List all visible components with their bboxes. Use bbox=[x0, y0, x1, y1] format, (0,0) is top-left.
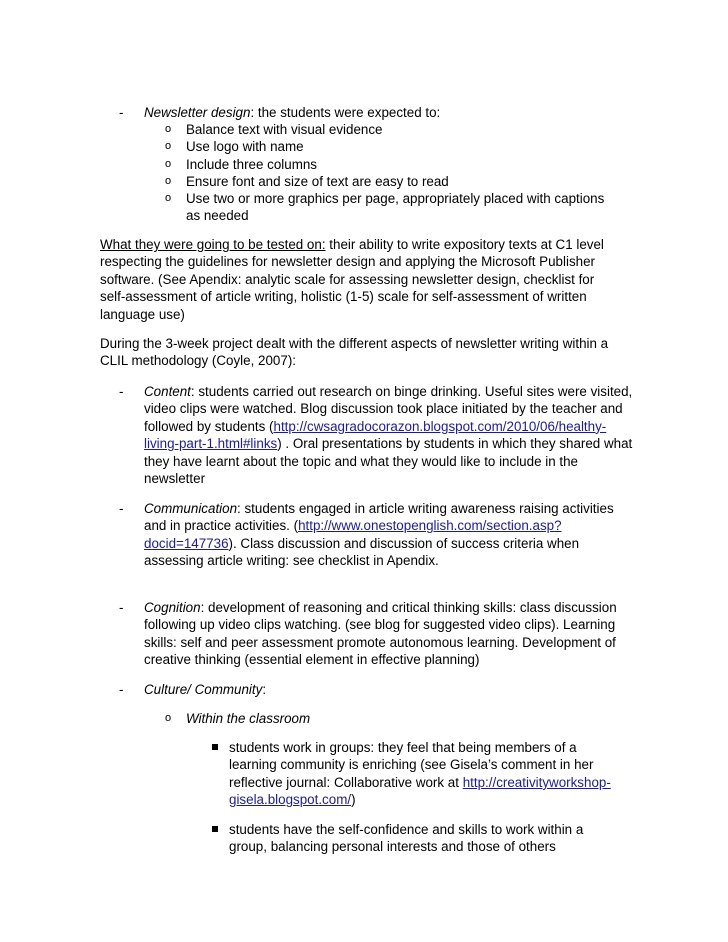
cognition-text: : development of reasoning and critical thinking skills: class discussion following up video clips watching. (see blog for suggested video clips). Learning skills: self and peer assessment promote autonomous learning. Development of creative thinking (essential element in effective planning) bbox=[144, 600, 617, 668]
culture-bullet-text-before: students work in groups: they feel that being members of a learning community is enriching (see Gisela’s comment in her reflective journal: Collaborative work at bbox=[229, 740, 594, 790]
content-text-before: : students carried out research on binge drinking. Useful sites were visited, video clips were watched. Blog discussion took place initiated by the teacher and followed by students ( bbox=[144, 384, 633, 434]
newsletter-subitem-text: Balance text with visual evidence bbox=[186, 122, 383, 137]
circle-bullet: o bbox=[165, 158, 172, 170]
culture-colon: : bbox=[262, 682, 267, 697]
project-paragraph bbox=[100, 335, 620, 370]
newsletter-subitem-text: Include three columns bbox=[186, 157, 318, 172]
newsletter-design-title: Newsletter design bbox=[144, 105, 251, 120]
culture-title: Culture/ Community bbox=[144, 682, 263, 697]
content-text-after: ) . Oral presentations by students in which they shared what they have learnt about the topic and what they would like to include in the newsletter bbox=[144, 436, 633, 487]
culture-bullet-text-after: ) bbox=[351, 792, 356, 808]
circle-bullet: o bbox=[165, 192, 172, 204]
circle-bullet: o bbox=[165, 140, 172, 152]
circle-bullet: o bbox=[165, 175, 172, 187]
dash-bullet: - bbox=[119, 501, 124, 516]
square-bullet bbox=[212, 826, 218, 832]
newsletter-design-intro: : the students were expected to: bbox=[250, 105, 441, 120]
communication-title: Communication bbox=[144, 501, 238, 516]
dash-bullet: - bbox=[119, 600, 124, 615]
cognition-title: Cognition bbox=[144, 600, 201, 615]
content-blog-link[interactable]: http://cwsagradocorazon.blogspot.com/2010/06/healthy-living-part-1.html#links bbox=[144, 418, 607, 452]
communication-text-before: : students engaged in article writing awareness raising activities and in practice activities. ( bbox=[144, 501, 614, 534]
circle-bullet: o bbox=[165, 712, 172, 724]
circle-bullet: o bbox=[165, 123, 172, 135]
communication-text-after: ). Class discussion and discussion of success criteria when assessing article writing: see checklist in Apendix. bbox=[144, 535, 580, 569]
communication-link[interactable]: http://www.onestopenglish.com/section.asp?docid=147736 bbox=[144, 518, 562, 551]
tested-label: What they were going to be tested on: bbox=[100, 237, 326, 252]
square-bullet bbox=[212, 744, 218, 750]
dash-bullet: - bbox=[119, 105, 124, 120]
newsletter-subitem-text: Use two or more graphics per page, appropriately placed with captions as needed bbox=[186, 191, 605, 224]
culture-bullet-link[interactable]: http://creativityworkshop-gisela.blogspot.com/ bbox=[229, 774, 611, 808]
newsletter-subitem-text: Ensure font and size of text are easy to read bbox=[186, 174, 449, 189]
newsletter-subitem-text: Use logo with name bbox=[186, 139, 304, 154]
culture-bullet-text: students have the self-confidence and skills to work within a group, balancing personal interests and those of others bbox=[229, 822, 584, 855]
project-text: During the 3-week project dealt with the different aspects of newsletter writing within a CLIL methodology (Coyle, 2007): bbox=[100, 336, 609, 369]
content-title: Content bbox=[144, 384, 191, 399]
tested-paragraph bbox=[100, 236, 620, 323]
dash-bullet: - bbox=[119, 384, 124, 399]
dash-bullet: - bbox=[119, 682, 124, 697]
culture-subtitle: Within the classroom bbox=[186, 711, 311, 726]
tested-text: their ability to write expository texts at C1 level respecting the guidelines for newsletter design and applying the Microsoft Publisher software. (See Apendix: analytic scale for assessing newsletter design, checklist for self-assessment of article writing, holistic (1-5) scale for self-assessment of written language use) bbox=[100, 237, 604, 322]
